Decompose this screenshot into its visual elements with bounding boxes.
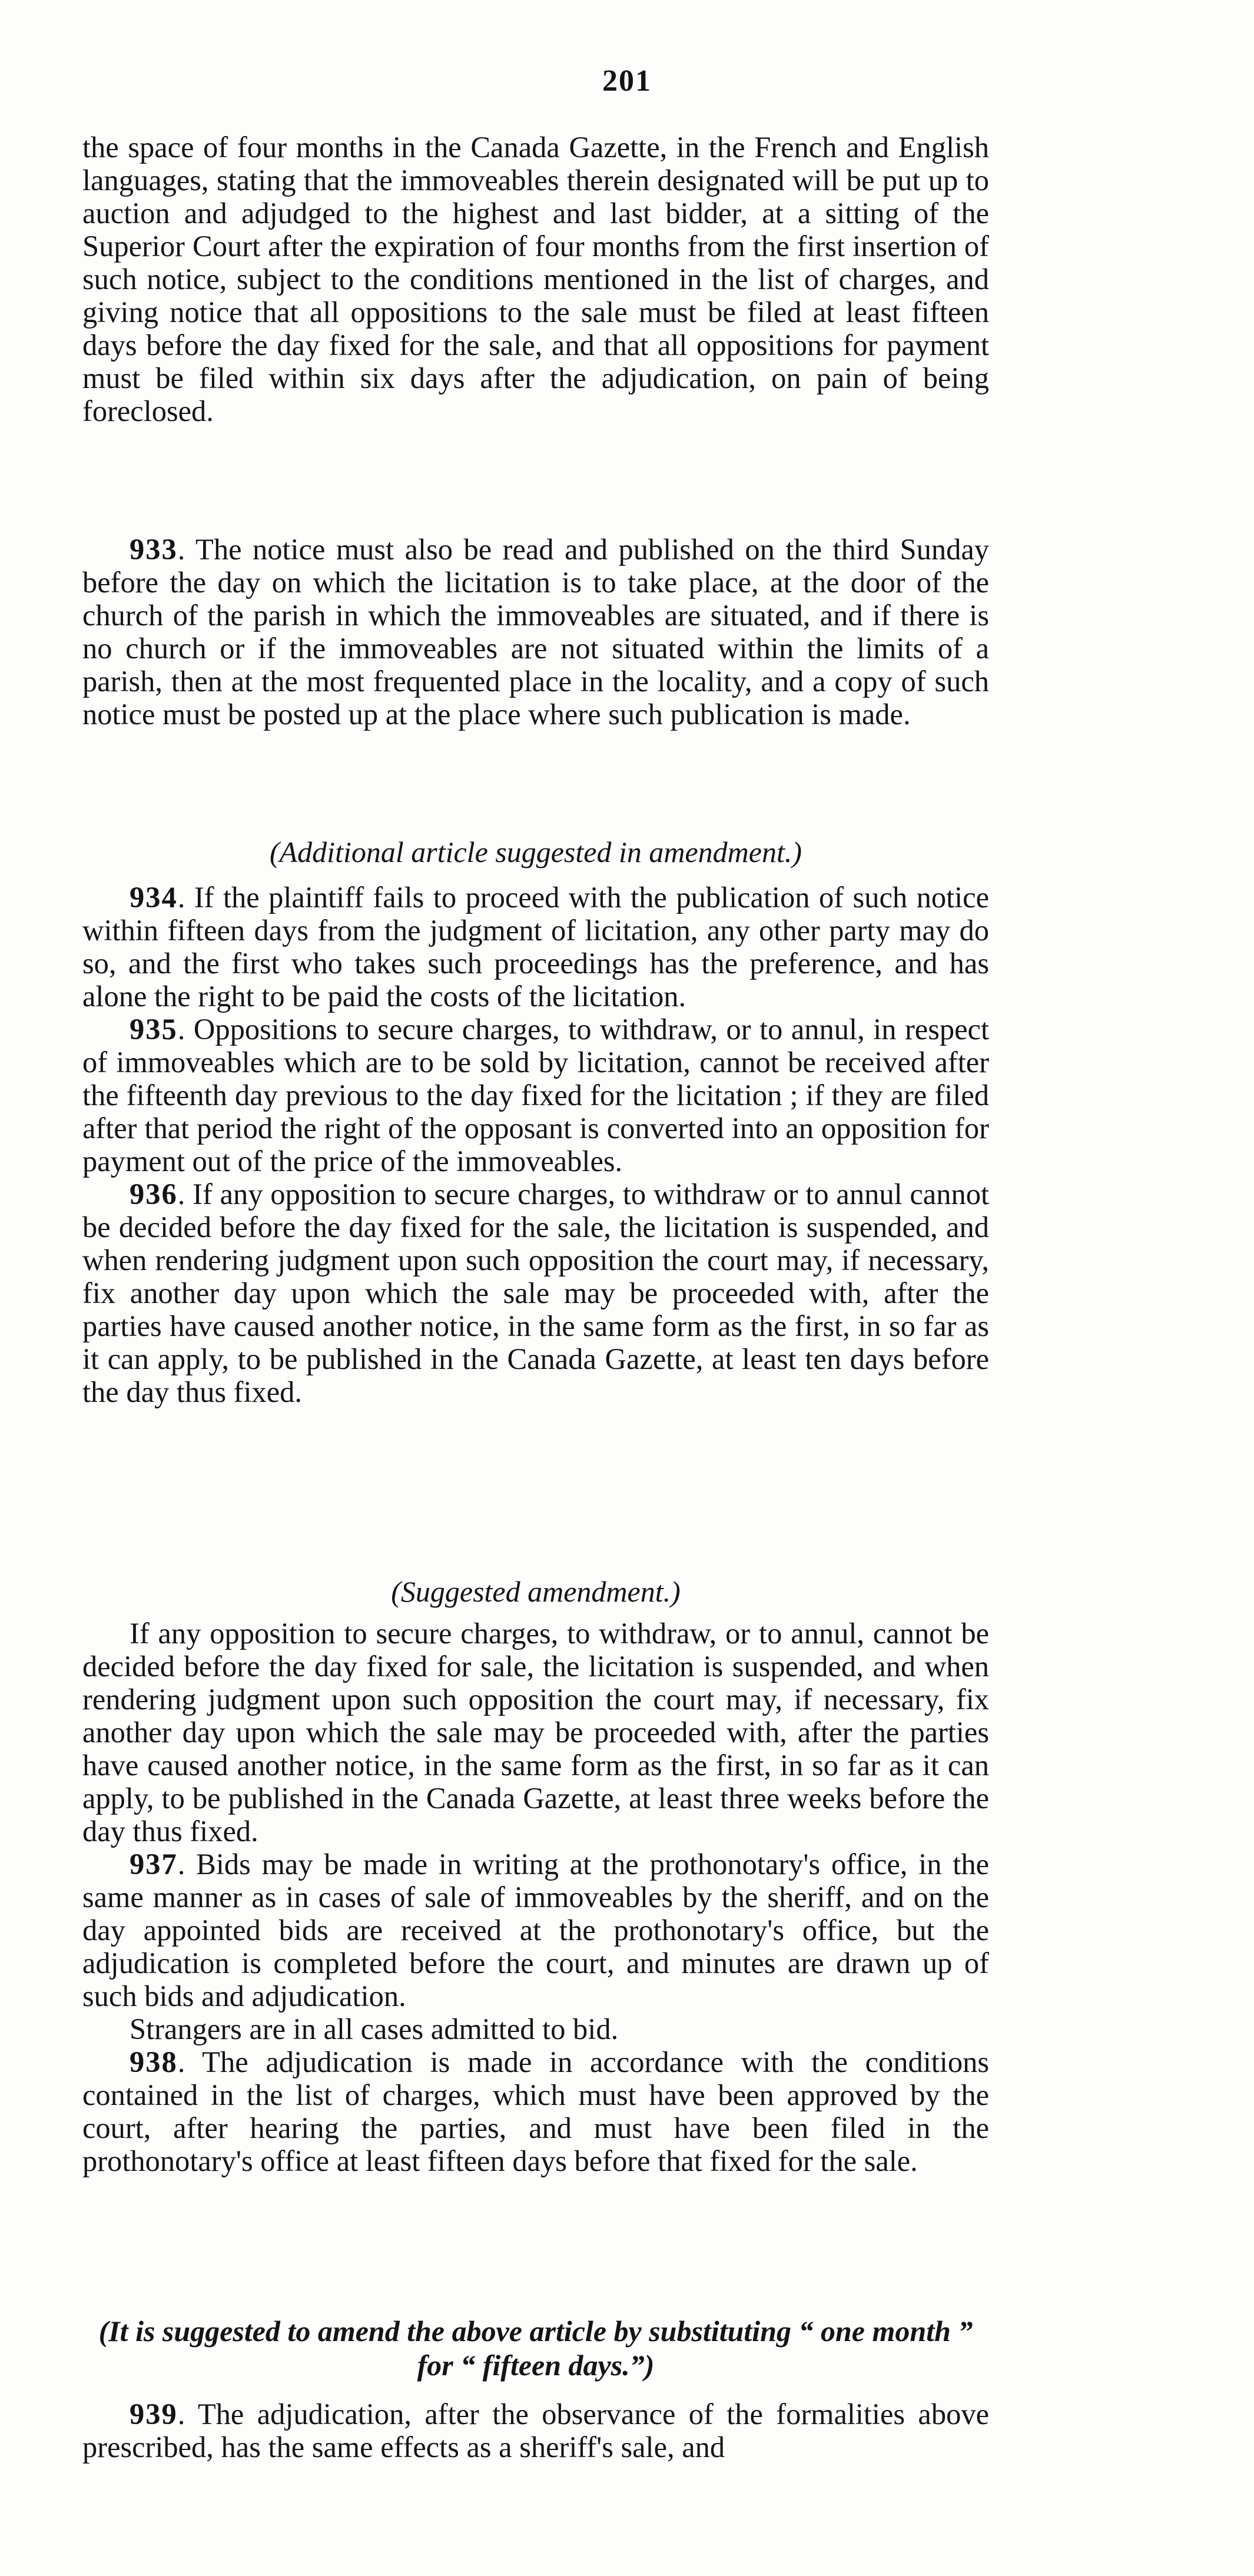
article-text: . If the plaintiff fails to proceed with the publication of such notice within fifteen days from the judgment of licitation, any other party may do so, and the first who takes such proceedings has the preference, and has alone the right to be paid the costs of the licitation. bbox=[82, 881, 989, 1013]
article-number: 937 bbox=[130, 1848, 178, 1881]
article-936-paragraph bbox=[82, 1178, 989, 1408]
heading-amend-suggestion: (It is suggested to amend the above article by substituting “ one month ” for “ fifteen days.”) bbox=[98, 2315, 973, 2382]
article-934-paragraph bbox=[82, 881, 989, 1013]
article-933-paragraph bbox=[82, 533, 989, 731]
article-text: . The notice must also be read and published on the third Sunday before the day on which the licitation is to take place, at the door of the church of the parish in which the immoveables are situated, and if there is no church or if the immoveables are not situated within the limits of a parish, then at the most frequented place in the locality, and a copy of such notice must be posted up at the place where such publication is made. bbox=[82, 533, 989, 731]
article-text: . The adjudication, after the observance of the formalities above prescribed, has the same effects as a sheriff's sale, and bbox=[82, 2398, 989, 2464]
heading-additional-article: (Additional article suggested in amendment.) bbox=[269, 836, 802, 868]
article-number: 933 bbox=[130, 533, 178, 566]
amendment-and-articles bbox=[82, 1617, 989, 2177]
article-937-paragraph bbox=[82, 1848, 989, 2013]
article-938-paragraph bbox=[82, 2045, 989, 2177]
article-text: . Bids may be made in writing at the prothonotary's office, in the same manner as in cases of sale of immoveables by the sheriff, and on the day appointed bids are received at the prothonotary's office, but the adjudication is completed before the court, and minutes are drawn up of such bids and adjudication. bbox=[82, 1848, 989, 2013]
intro-text: the space of four months in the Canada Gazette, in the French and English languages, stating that the immoveables therein designated will be put up to auction and adjudged to the highest and last bidder, at a sitting of the Superior Court after the expiration of four months from the first insertion of such notice, subject to the conditions mentioned in the list of charges, and giving notice that all oppositions to the sale must be filed at least fifteen days before the day fixed for the sale, and that all oppositions for payment must be filed within six days after the adjudication, on pain of being foreclosed. bbox=[82, 131, 989, 427]
article-number: 935 bbox=[130, 1013, 178, 1046]
article-text: . If any opposition to secure charges, to withdraw or to annul cannot be decided before the day fixed for the sale, the licitation is suspended, and when rendering judgment upon such opposition the court may, if necessary, fix another day upon which the sale may be proceeded with, after the parties have caused another notice, in the same form as the first, in so far as it can apply, to be published in the Canada Gazette, at least ten days before the day thus fixed. bbox=[82, 1178, 989, 1408]
article-text: . The adjudication is made in accordance with the conditions contained in the list of charges, which must have been approved by the court, after hearing the parties, and must have been filed in the prothonotary's office at least fifteen days before that fixed for the sale. bbox=[82, 2045, 989, 2177]
article-number: 934 bbox=[130, 881, 178, 914]
article-939 bbox=[82, 2398, 989, 2464]
article-number: 939 bbox=[130, 2398, 178, 2431]
heading-suggested-amendment: (Suggested amendment.) bbox=[391, 1575, 681, 1608]
articles-934-936 bbox=[82, 881, 989, 1408]
strangers-paragraph: Strangers are in all cases admitted to bid. bbox=[130, 2013, 619, 2045]
article-935-paragraph bbox=[82, 1013, 989, 1178]
article-number: 936 bbox=[130, 1178, 178, 1211]
article-939-paragraph bbox=[82, 2398, 989, 2464]
article-text: . Oppositions to secure charges, to withdraw, or to annul, in respect of immoveables which are to be sold by licitation, cannot be received after the fifteenth day previous to the day fixed for the licitation ; if they are filed after that period the right of the opposant is converted into an opposition for payment out of the price of the immoveables. bbox=[82, 1013, 989, 1178]
amendment-paragraph: If any opposition to secure charges, to withdraw, or to annul, cannot be decided before the day fixed for sale, the licitation is suspended, and when rendering judgment upon such opposition the court may, if necessary, fix another day upon which the sale may be proceeded with, after the parties have caused another notice, in the same form as the first, in so far as it can apply, to be published in the Canada Gazette, at least three weeks before the day thus fixed. bbox=[82, 1617, 989, 1848]
article-number: 938 bbox=[130, 2045, 178, 2078]
article-933 bbox=[82, 533, 989, 731]
intro-paragraph bbox=[82, 131, 989, 427]
page-number: 201 bbox=[602, 64, 652, 98]
